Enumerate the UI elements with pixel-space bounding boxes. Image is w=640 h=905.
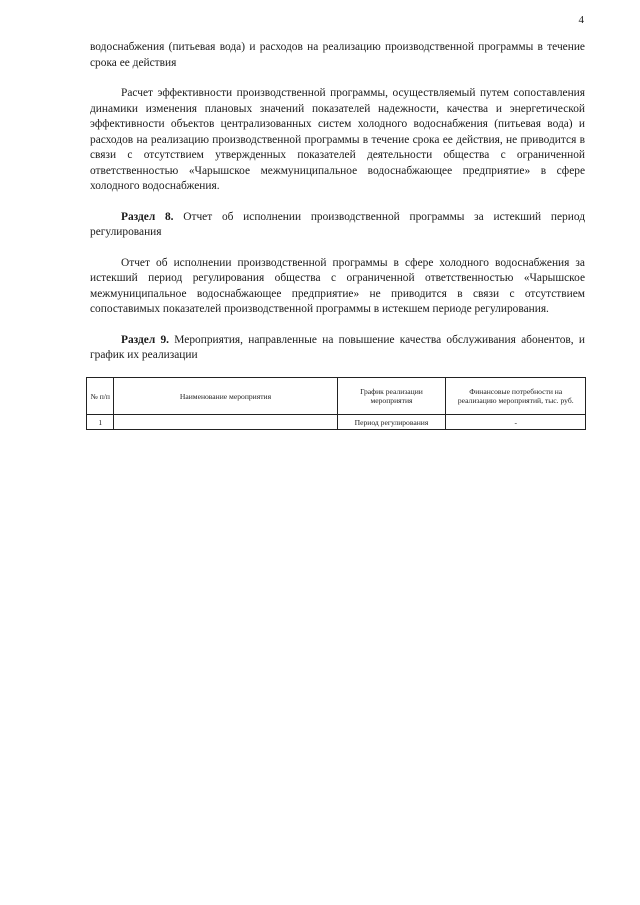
header-schedule: График реализации мероприятия (337, 378, 446, 415)
section-9-heading (90, 333, 585, 364)
table-row (87, 415, 586, 430)
document-body (90, 40, 585, 364)
intro-continuation-paragraph: водоснабжения (питьевая вода) и расходов на реализацию производственной программы в течение срока ее действия (90, 41, 585, 69)
cell-schedule: Период регулирования (337, 415, 446, 430)
cell-name (114, 415, 337, 430)
page-number: 4 (578, 14, 584, 26)
cell-finance: - (446, 415, 586, 430)
header-name: Наименование мероприятия (114, 378, 337, 415)
header-num: № п/п (87, 378, 114, 415)
section-9-title: Мероприятия, направленные на повышение качества обслуживания абонентов, и график их реализации (90, 333, 585, 361)
measures-table (86, 377, 586, 430)
cell-num: 1 (87, 415, 114, 430)
efficiency-calculation-paragraph: Расчет эффективности производственной программы, осуществляемый путем сопоставления динамики изменения плановых значений показателей надежности, качества и энергетической эффективности объектов централизованных систем холодного водоснабжения (питьевая вода) и расходов на реализацию производственной программы в течение срока ее действия, не приводится в связи с отсутствием утвержденных показателей деятельности общества с ограниченной ответственностью «Чарышское межмуниципальное водоснабжающее предприятие» в сфере холодного водоснабжения. (90, 87, 585, 192)
section-8-heading (90, 210, 585, 241)
table-header-row (87, 378, 586, 415)
header-finance: Финансовые потребности на реализацию мероприятий, тыс. руб. (446, 378, 586, 415)
section-8-label: Раздел 8. (121, 210, 174, 223)
section-9-label: Раздел 9. (121, 333, 170, 346)
section-8-body-paragraph: Отчет об исполнении производственной программы в сфере холодного водоснабжения за истекший период регулирования общества с ограниченной ответственностью «Чарышское межмуниципальное водоснабжающее предприятие» не приводится в связи с отсутствием сопоставимых показателей производственной программы в истекшем периоде регулирования. (90, 256, 585, 315)
section-8-title: Отчет об исполнении производственной программы за истекший период регулирования (90, 210, 585, 238)
